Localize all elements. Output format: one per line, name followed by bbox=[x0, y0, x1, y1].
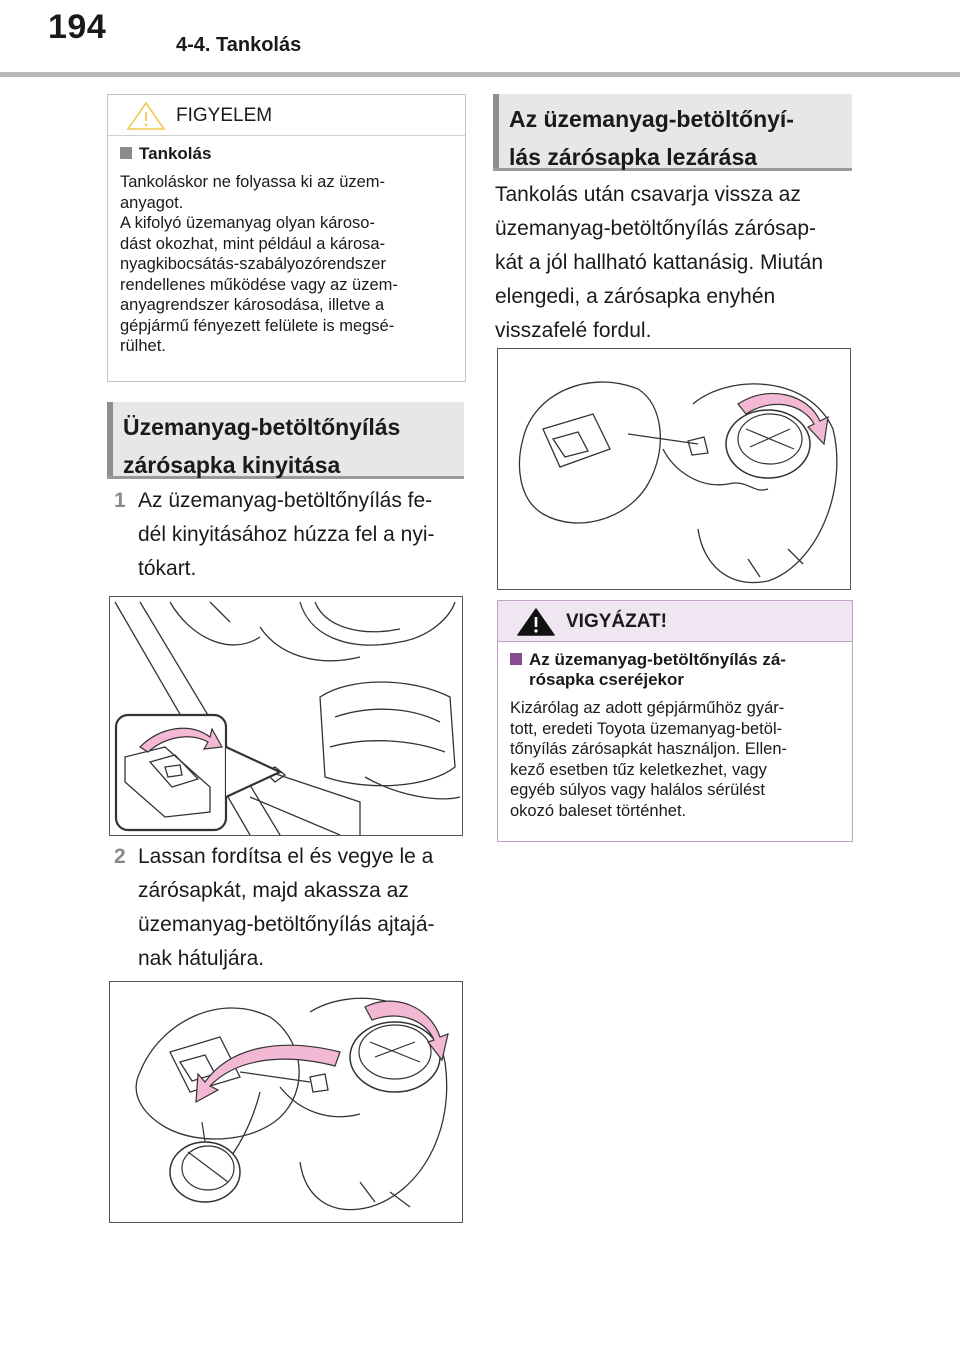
caution-title: VIGYÁZAT! bbox=[566, 611, 667, 632]
figure-cap-tightening bbox=[497, 348, 851, 590]
caution-body bbox=[498, 642, 852, 833]
caution-text: Kizárólag az adott gépjárműhöz gyár- tott, eredeti Toyota üzemanyag-betöl- tőnyílás zárósapkát használjon. Ellen- kező esetben tűz keletkezhet, vagy egyéb súlyos vagy halálos sérülést okozó baleset történhet. bbox=[510, 699, 787, 820]
caution-subhead bbox=[510, 650, 840, 690]
section-heading-close-text: Az üzemanyag-betöltőnyí- lás zárósapka lezárása bbox=[509, 106, 794, 170]
step-2-number: 2 bbox=[114, 845, 126, 868]
step-1 bbox=[114, 484, 466, 586]
notice-body bbox=[108, 136, 465, 369]
section-heading-bar bbox=[107, 402, 113, 476]
caution-box bbox=[497, 600, 853, 842]
closing-paragraph: Tankolás után csavarja vissza az üzemanyag-betöltőnyílás zárósap- kát a jól hallható kattanásig. Miután elengedi, a zárósapka enyhén visszafelé fordul. bbox=[495, 183, 824, 342]
notice-title: FIGYELEM bbox=[176, 105, 273, 126]
section-heading-open bbox=[107, 402, 464, 479]
section-heading-bar bbox=[493, 94, 499, 168]
warning-exclamation-icon bbox=[516, 607, 556, 637]
step-2-text: Lassan fordítsa el és vegye le a zárósapkát, majd akassza az üzemanyag-betöltőnyílás ajtajá- nak hátuljára. bbox=[138, 845, 435, 970]
chapter-title: 4-4. Tankolás bbox=[176, 34, 302, 56]
caution-subhead-text: Az üzemanyag-betöltőnyílás zá- rósapka cseréjekor bbox=[529, 650, 786, 689]
figure-cap-removal bbox=[109, 981, 463, 1223]
header-rule bbox=[0, 72, 960, 77]
caution-title-row bbox=[498, 601, 852, 642]
square-bullet-icon bbox=[120, 147, 132, 159]
notice-subhead bbox=[120, 144, 453, 164]
step-2 bbox=[114, 840, 466, 976]
cap-tightening-illustration bbox=[498, 349, 850, 589]
notice-subhead-text: Tankolás bbox=[139, 144, 212, 163]
step-1-text: Az üzemanyag-betöltőnyílás fe- dél kinyitásához húzza fel a nyi- tókart. bbox=[138, 489, 435, 580]
figure-opener-lever bbox=[109, 596, 463, 836]
section-heading-close bbox=[493, 94, 852, 171]
warning-triangle-icon bbox=[126, 101, 166, 131]
section-heading-open-text: Üzemanyag-betöltőnyílás zárósapka kinyitása bbox=[123, 414, 401, 478]
notice-box bbox=[107, 94, 466, 382]
cap-removal-illustration bbox=[110, 982, 462, 1222]
notice-title-row bbox=[108, 95, 465, 136]
notice-text: Tankoláskor ne folyassa ki az üzem- anyagot. A kifolyó üzemanyag olyan károso- dást okozhat, mint például a károsa- nyagkibocsátás-szabályozórendszer rendellenes működése vagy az üzem- anyagrendszer károsodása, illetve a gépjármű fényezett felülete is megsé- rülhet. bbox=[120, 173, 398, 355]
step-1-number: 1 bbox=[114, 489, 126, 512]
page-number: 194 bbox=[48, 8, 107, 46]
square-bullet-icon bbox=[510, 653, 522, 665]
page-header bbox=[0, 0, 960, 78]
opener-lever-illustration bbox=[110, 597, 462, 835]
